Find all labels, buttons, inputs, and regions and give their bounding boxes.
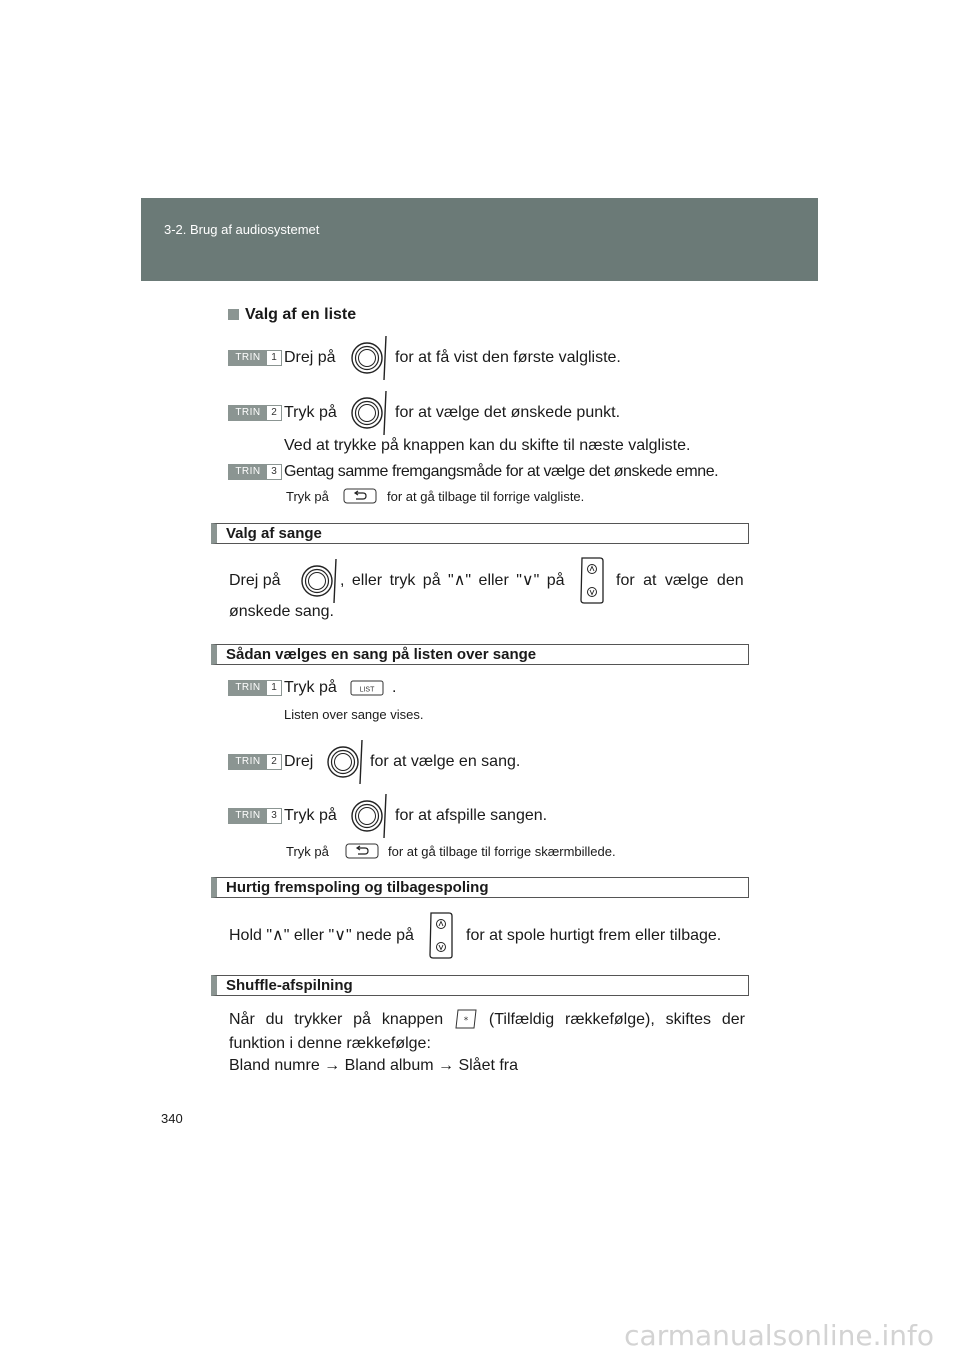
word: på [353, 1011, 371, 1028]
step-badge [228, 464, 282, 480]
step-badge-number: 1 [267, 351, 281, 365]
body-text: for at spole hurtigt frem eller tilbage. [466, 927, 722, 944]
step-badge-word: TRIN [229, 681, 267, 695]
step-text: Drej [284, 753, 314, 770]
word: der [721, 1011, 745, 1028]
section-heading-bar [211, 644, 749, 665]
step-badge-number: 2 [267, 755, 281, 769]
section-heading-bar [211, 975, 749, 996]
step-badge-word: TRIN [229, 406, 267, 420]
section-heading: Sådan vælges en sang på listen over sange [226, 646, 537, 663]
step-text: . [392, 679, 397, 696]
watermark: carmanualsonline.info [624, 1319, 934, 1352]
shuffle-button-slot [454, 1010, 478, 1038]
step-text: Drej på [284, 349, 336, 366]
tune-knob-icon [346, 334, 392, 382]
step-text: Tryk på [284, 679, 337, 696]
step-text: Gentag samme fremgangsmåde for at vælge det ønskede emne. [284, 463, 719, 480]
step-text: for at vælge en sang. [370, 753, 521, 770]
list-select-heading-row [228, 305, 356, 325]
step-note: Listen over sange vises. [284, 707, 424, 722]
tune-knob-icon [296, 557, 342, 605]
section-heading-bar [211, 523, 749, 544]
section-heading: Valg af sange [226, 525, 322, 542]
word: trykker [294, 1011, 343, 1028]
seek-up-down-icon [578, 555, 606, 605]
back-note-text: Tryk på [286, 844, 329, 859]
step-badge [228, 680, 282, 696]
step-badge-number: 3 [267, 809, 281, 823]
word: skiftes [665, 1011, 711, 1028]
word: Når [229, 1011, 255, 1028]
seek-up-down-icon [427, 910, 455, 960]
step-badge-word: TRIN [229, 809, 267, 823]
section-heading: Shuffle-afspilning [226, 977, 353, 994]
step-badge-number: 2 [267, 406, 281, 420]
body-text: for at vælge den [616, 572, 744, 589]
back-button-icon [343, 488, 377, 504]
step-badge-word: TRIN [229, 351, 267, 365]
list-select-heading: Valg af en liste [245, 306, 357, 323]
section-title: 3-2. Brug af audiosystemet [164, 222, 320, 237]
back-note-text: for at gå tilbage til forrige skærmbillede. [388, 844, 616, 859]
body-text: Drej på [229, 572, 281, 589]
tune-knob-icon [346, 389, 392, 437]
body-text: ønskede sang. [229, 603, 334, 620]
shuffle-button-icon [454, 1008, 478, 1030]
tune-knob-icon [346, 792, 392, 840]
page-number: 340 [161, 1111, 183, 1126]
step-badge-number: 3 [267, 465, 281, 479]
step-text: for at vælge det ønskede punkt. [395, 404, 621, 421]
step-badge [228, 808, 282, 824]
list-button-icon [350, 680, 384, 696]
step-badge [228, 405, 282, 421]
step-text: Tryk på [284, 404, 337, 421]
svg-text:*: * [463, 1016, 469, 1026]
step-badge-word: TRIN [229, 755, 267, 769]
square-bullet-icon [228, 309, 239, 320]
list-button-label: LIST [359, 686, 375, 694]
body-text: Hold "∧" eller "∨" nede på [229, 927, 414, 944]
back-note-text: for at gå tilbage til forrige valgliste. [387, 489, 585, 504]
word: (Tilfældig [488, 1011, 555, 1028]
word: knappen [381, 1011, 444, 1028]
step-badge [228, 754, 282, 770]
section-heading-bar [211, 877, 749, 898]
back-note-text: Tryk på [286, 489, 329, 504]
step-badge [228, 350, 282, 366]
step-badge-word: TRIN [229, 465, 267, 479]
step-note: Ved at trykke på knappen kan du skifte til næste valgliste. [284, 437, 691, 454]
word: du [265, 1011, 284, 1028]
body-text: Bland numre → Bland album → Slået fra [229, 1057, 519, 1074]
back-button-icon [345, 843, 379, 859]
step-text: for at få vist den første valgliste. [395, 349, 621, 366]
word: rækkefølge), [564, 1011, 655, 1028]
section-header [141, 198, 818, 281]
tune-knob-icon [322, 738, 368, 786]
step-text: for at afspille sangen. [395, 807, 548, 824]
step-badge-number: 1 [267, 681, 281, 695]
section-heading: Hurtig fremspoling og tilbagespoling [226, 879, 489, 896]
body-text: , eller tryk på "∧" eller "∨" på [340, 572, 565, 589]
body-text: funktion i denne rækkefølge: [229, 1035, 431, 1052]
step-text: Tryk på [284, 807, 337, 824]
